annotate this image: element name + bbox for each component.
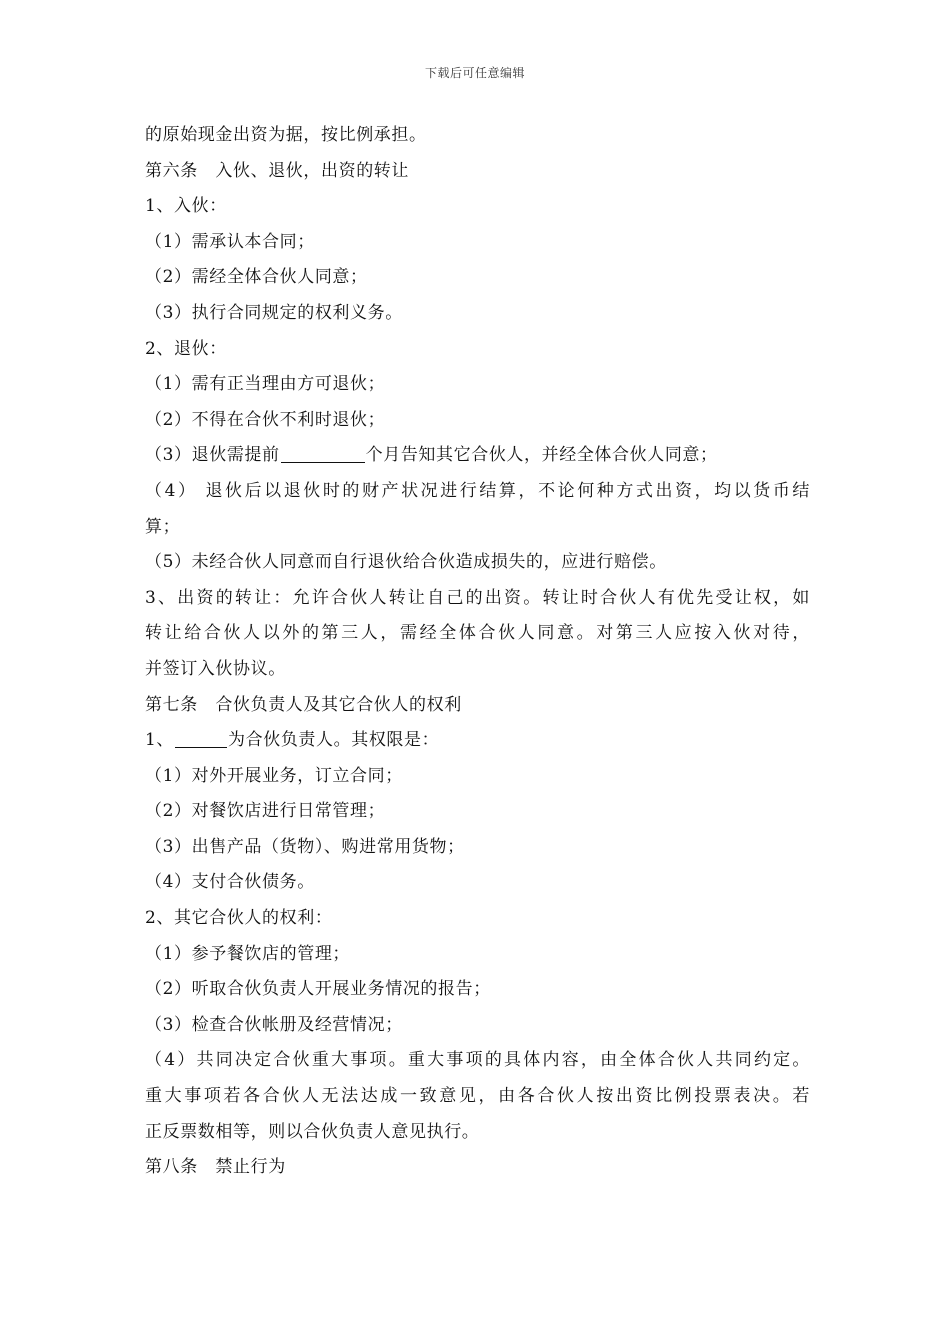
list-item: （2）听取合伙负责人开展业务情况的报告；: [145, 979, 491, 1000]
list-item: （2）不得在合伙不利时退伙；: [145, 409, 386, 430]
section-heading: [145, 723, 810, 759]
list-item: [145, 438, 810, 474]
text-line: 算；: [145, 516, 181, 537]
text-segment: （3）退伙需提前: [145, 445, 280, 466]
page-header: 下载后可任意编辑: [424, 66, 525, 80]
list-item: （3）出售产品（货物）、购进常用货物；: [145, 836, 465, 857]
list-item: （3）检查合伙帐册及经营情况；: [145, 1014, 403, 1035]
text-segment: 个月告知其它合伙人，并经全体合伙人同意；: [365, 445, 718, 466]
article-heading: 第六条 入伙、退伙，出资的转让: [145, 160, 409, 181]
list-item: （5）未经合伙人同意而自行退伙给合伙造成损失的，应进行赔偿。: [145, 552, 667, 573]
text-line: 正反票数相等，则以合伙负责人意见执行。: [145, 1121, 480, 1142]
list-item: （2）对餐饮店进行日常管理；: [145, 801, 386, 822]
article-heading: 第七条 合伙负责人及其它合伙人的权利: [145, 694, 462, 715]
article-heading: 第八条 禁止行为: [145, 1157, 286, 1178]
section-heading: 2、退伙：: [145, 338, 227, 359]
text-line: 并签订入伙协议。: [145, 658, 286, 679]
list-item: （1）需承认本合同；: [145, 231, 315, 252]
text-line: 转让给合伙人以外的第三人，需经全体合伙人同意。对第三人应按入伙对待，: [145, 623, 810, 644]
list-item: （1）参予餐饮店的管理；: [145, 943, 351, 964]
section-heading: 2、其它合伙人的权利：: [145, 908, 333, 929]
section-heading: 1、入伙：: [145, 196, 227, 217]
document-body: [145, 118, 810, 1186]
fill-in-blank: [281, 444, 365, 463]
list-item: （1）需有正当理由方可退伙；: [145, 374, 386, 395]
text-segment: 1、: [145, 730, 175, 751]
list-item: （4） 退伙后以退伙时的财产状况进行结算，不论何种方式出资，均以货币结: [145, 480, 810, 501]
list-item: （4）共同决定合伙重大事项。重大事项的具体内容，由全体合伙人共同约定。: [145, 1050, 810, 1071]
list-item: （2）需经全体合伙人同意；: [145, 267, 368, 288]
fill-in-blank: [175, 729, 227, 748]
text-line: 的原始现金出资为据，按比例承担。: [145, 125, 427, 145]
list-item: （4）支付合伙债务。: [145, 872, 315, 893]
list-item: （1）对外开展业务，订立合同；: [145, 765, 403, 786]
text-line: 重大事项若各合伙人无法达成一致意见，由各合伙人按出资比例投票表决。若: [145, 1086, 810, 1107]
list-item: （3）执行合同规定的权利义务。: [145, 302, 403, 323]
text-segment: 为合伙负责人。其权限是：: [228, 730, 440, 751]
section-heading: 3、出资的转让：允许合伙人转让自己的出资。转让时合伙人有优先受让权，如: [145, 587, 810, 608]
